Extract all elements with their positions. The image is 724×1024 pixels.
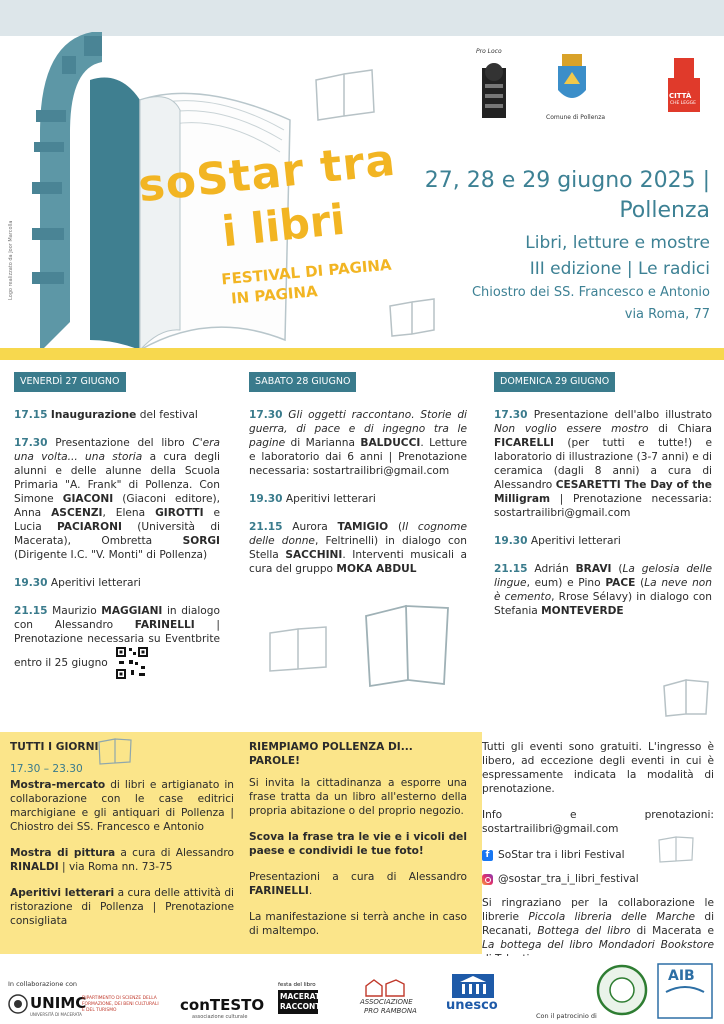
event-text: Aurora [282, 521, 338, 533]
day-column-saturday [249, 372, 467, 590]
info-text: | via Roma nn. 73-75 [58, 861, 173, 873]
event-time: 17.30 [249, 409, 283, 421]
info-paragraph [10, 846, 234, 874]
festival-subtitle-line2: IN PAGINA [230, 282, 319, 308]
unimc-logo: UNIMC [30, 994, 87, 1012]
event-book-title: La neve non è cemento [494, 577, 712, 603]
comune-label: Comune di Pollenza [546, 114, 606, 121]
macerata-racconta-logo: MACERATA RACCONTA [278, 990, 318, 1014]
event-person: MOKA ABDUL [336, 563, 417, 575]
day-tag: VENERDÌ 27 GIUGNO [14, 372, 126, 392]
event-edition: III edizione | Le radici [529, 259, 710, 279]
info-person: RINALDI [10, 861, 59, 873]
event-time: 17.15 [14, 409, 48, 421]
instagram-icon [482, 874, 493, 885]
event-text: ( [611, 563, 623, 575]
info-text: di libri e artigianato in collaborazione con le case editrici marchigiane e gli antiquari di Pollenza | Chiostro dei SS. Francesco e Antonio [10, 779, 234, 833]
yellow-separator [0, 348, 724, 360]
info-text: . [308, 885, 313, 897]
citta-label-2: CHE LEGGE [670, 101, 696, 106]
footer [0, 956, 724, 1024]
event-text: ( [635, 577, 645, 589]
event-book-title: Il cognome delle donne [249, 521, 467, 547]
event-text: , eum) e Pino [526, 577, 606, 589]
info-text: di Recanati, [482, 911, 715, 937]
event-person: FARINELLI [134, 619, 195, 631]
event-text: del festival [136, 409, 198, 421]
day-tag: DOMENICA 29 GIUGNO [494, 372, 615, 392]
event-item [14, 436, 220, 562]
event-person: TAMIGIO [337, 521, 389, 533]
instagram-link[interactable] [482, 872, 714, 886]
event-text: ( [388, 521, 403, 533]
day-tag: SABATO 28 GIUGNO [249, 372, 356, 392]
event-item [249, 520, 467, 576]
event-text: , Feltrinelli) in dialogo con Stella [249, 535, 467, 561]
instagram-label: @sostar_tra_i_libri_festival [498, 873, 639, 885]
event-person: GIACONI [62, 493, 114, 505]
event-item [494, 562, 712, 618]
event-book-title: C'era una volta... una storia [14, 437, 220, 463]
event-person: PACIARONI [57, 521, 122, 533]
book-doodle-icon [660, 676, 712, 718]
riempiamo-heading: RIEMPIAMO POLLENZA DI... PAROLE! [249, 741, 413, 767]
event-title: Inaugurazione [50, 409, 137, 421]
event-item [494, 534, 712, 548]
sponsor-logos [470, 48, 720, 128]
event-text: (Dirigente I.C. "V. Monti" di Pollenza) [14, 549, 208, 561]
event-tagline: Libri, letture e mostre [525, 233, 710, 253]
event-time: 21.15 [494, 563, 528, 575]
event-place: Pollenza [619, 198, 710, 223]
event-text: . Interventi musicali a cura del gruppo [249, 549, 467, 575]
every-day-heading: TUTTI I GIORNI [10, 741, 99, 753]
contesto-logo: conTESTO [180, 996, 265, 1014]
event-item [249, 492, 467, 506]
event-text: (per tutti e tutte!) e laboratorio di illustrazione (3-7 anni) e di ceramica (dagli 8 anni) a cura di Alessandro [494, 437, 712, 491]
contesto-sub: associazione culturale [192, 1014, 248, 1020]
pro-rambona-icon [364, 978, 406, 998]
event-text: , Elena [102, 507, 156, 519]
event-item [249, 408, 467, 478]
comune-crest-icon [554, 50, 590, 108]
logo-credit: Logo realizzato da Joor Marcolla [8, 220, 14, 300]
book-doodle-icon [656, 834, 696, 864]
event-item [494, 408, 712, 520]
info-text: di Macerata e [630, 925, 714, 937]
bookshop-name: La bottega del libro Mondadori Bookstore [482, 939, 714, 951]
event-item [14, 408, 220, 422]
info-paragraph: Si invita la cittadinanza a esporre una frase tratta da un libro all'esterno della propria abitazione o del proprio negozio. [249, 777, 467, 817]
unesco-temple-icon [452, 974, 494, 998]
bookshop-name: Bottega del libro [537, 925, 631, 937]
festival-subtitle-line1: FESTIVAL DI PAGINA [220, 255, 393, 289]
pro-rambona-label-2: PRO RAMBONA [364, 1007, 417, 1015]
event-item [14, 604, 220, 680]
event-address: via Roma, 77 [624, 307, 710, 322]
festival-title-line2: i libri [219, 194, 348, 257]
event-time: 21.15 [249, 521, 283, 533]
info-person: FARINELLI [249, 885, 309, 897]
event-text: a cura degli alunni e delle alunne della Scuola Primaria "A. Frank" di Pollenza. Con Simone [14, 451, 220, 505]
event-text: Maurizio [47, 605, 102, 617]
event-text: (Università di Macerata), Ombretta [14, 521, 220, 547]
event-time: 19.30 [494, 535, 528, 547]
unesco-logo: unesco [446, 998, 498, 1013]
event-book-title: Non voglio essere mostro [494, 423, 649, 435]
event-text: di Marianna [285, 437, 361, 449]
facebook-label: SoStar tra i libri Festival [498, 849, 625, 861]
event-person: ASCENZI [51, 507, 103, 519]
regional-council-seal-icon [596, 962, 648, 1018]
every-day-time: 17.30 – 23.30 [10, 763, 83, 775]
event-info-block [425, 166, 710, 326]
festa-label: festa del libro [278, 982, 316, 988]
event-text: | Prenotazione necessaria su Eventbrite entro il 25 giugno [14, 619, 220, 669]
riempiamo-block [249, 740, 467, 950]
book-doodle-icon [96, 736, 134, 766]
event-time: 21.15 [14, 605, 48, 617]
info-paragraph: Tutti gli eventi sono gratuiti. L'ingresso è libero, ad eccezione degli eventi in cui è espressamente indicata la modalità di prenotazione. [482, 741, 714, 795]
info-title: Aperitivi letterari [10, 887, 115, 899]
book-doodle-icon [266, 625, 330, 675]
pro-rambona-label-1: ASSOCIAZIONE [360, 998, 413, 1006]
event-text: Aperitivi letterari [47, 577, 141, 589]
qr-code-icon[interactable] [115, 646, 149, 680]
event-text: . Letture e laboratorio dai 6 anni | Prenotazione necessaria: sostartrailibri@gmail.com [249, 437, 467, 477]
department-label: DIPARTIMENTO DI SCIENZE DELLA FORMAZIONE, DEI BENI CULTURALI E DEL TURISMO [82, 996, 159, 1013]
event-text: in dialogo con Alessandro [14, 605, 220, 631]
event-person: SORGI [182, 535, 220, 547]
book-doodle-icon [360, 598, 456, 694]
event-text: | Prenotazione necessaria: sostartrailibri@gmail.com [494, 493, 712, 519]
event-person: GIROTTI [155, 507, 204, 519]
event-text: Adrián [527, 563, 576, 575]
event-book-title: Gli oggetti raccontano. Storie di guerra, di pace e di ingegno tra le pagine [249, 409, 467, 449]
event-person: MAGGIANI [101, 605, 163, 617]
info-title: Mostra di pittura [10, 847, 116, 859]
aib-label: AIB [668, 968, 695, 984]
festival-title-line1: soStar tra [135, 134, 399, 213]
event-time: 17.30 [494, 409, 528, 421]
patrocinio-label: Con il patrocinio di [536, 1012, 597, 1020]
event-person: SACCHINI [285, 549, 343, 561]
info-text: a cura delle attività di ristorazione di Pollenza | Prenotazione consigliata [10, 887, 234, 927]
event-person: MONTEVERDE [541, 605, 624, 617]
facebook-icon: f [482, 850, 493, 861]
event-item [14, 576, 220, 590]
contact-email[interactable]: Info e prenotazioni: sostartrailibri@gmail.com [482, 809, 714, 835]
info-text: a cura di Alessandro [115, 847, 234, 859]
citta-label-1: CITTÀ [669, 92, 692, 100]
event-person: BRAVI [575, 563, 612, 575]
day-column-friday [14, 372, 220, 694]
info-paragraph [10, 886, 234, 928]
bookshop-name: Piccola libreria delle Marche [528, 911, 696, 923]
proloco-label: Pro Loco [476, 48, 502, 55]
every-day-block [10, 740, 234, 940]
info-text: Presentazioni a cura di Alessandro [249, 871, 467, 883]
day-column-sunday [494, 372, 712, 632]
event-person: BALDUCCI [360, 437, 421, 449]
unimc-emblem-icon [8, 994, 28, 1014]
event-time: 19.30 [14, 577, 48, 589]
info-paragraph [249, 870, 467, 898]
proloco-crest-icon [476, 58, 512, 126]
event-person: CESARETTI The Day of the Milligram [494, 479, 712, 505]
info-paragraph: La manifestazione si terrà anche in caso di maltempo. [249, 911, 467, 937]
book-doodle-icon [312, 66, 378, 122]
collab-label: In collaborazione con [8, 980, 78, 988]
unimc-sub: UNIVERSITÀ DI MACERATA [30, 1012, 82, 1017]
info-text: Si ringraziano per la collaborazione le librerie [482, 897, 714, 923]
event-text: (Giaconi editore), Anna [14, 493, 221, 519]
event-text: Presentazione dell'albo illustrato [527, 409, 712, 421]
event-dates: 27, 28 e 29 giugno 2025 | [424, 168, 710, 193]
event-time: 19.30 [249, 493, 283, 505]
event-text: Aperitivi letterari [527, 535, 621, 547]
event-time: 17.30 [14, 437, 48, 449]
event-person: PACE [605, 577, 636, 589]
event-text: , Rrose Sélavy) in dialogo con Stefania [494, 591, 712, 617]
info-paragraph [10, 778, 234, 834]
event-text: Presentazione del libro [47, 437, 193, 449]
event-text: di Chiara [648, 423, 712, 435]
info-title: Mostra-mercato [10, 779, 106, 791]
event-text: Aperitivi letterari [282, 493, 376, 505]
event-text: e Lucia [14, 507, 220, 533]
event-book-title: La gelosia delle lingue [494, 563, 712, 589]
event-person: FICARELLI [494, 437, 554, 449]
event-venue: Chiostro dei SS. Francesco e Antonio [471, 285, 710, 300]
info-paragraph-bold: Scova la frase tra le vie e i vicoli del paese e condividi le tue foto! [249, 831, 467, 857]
